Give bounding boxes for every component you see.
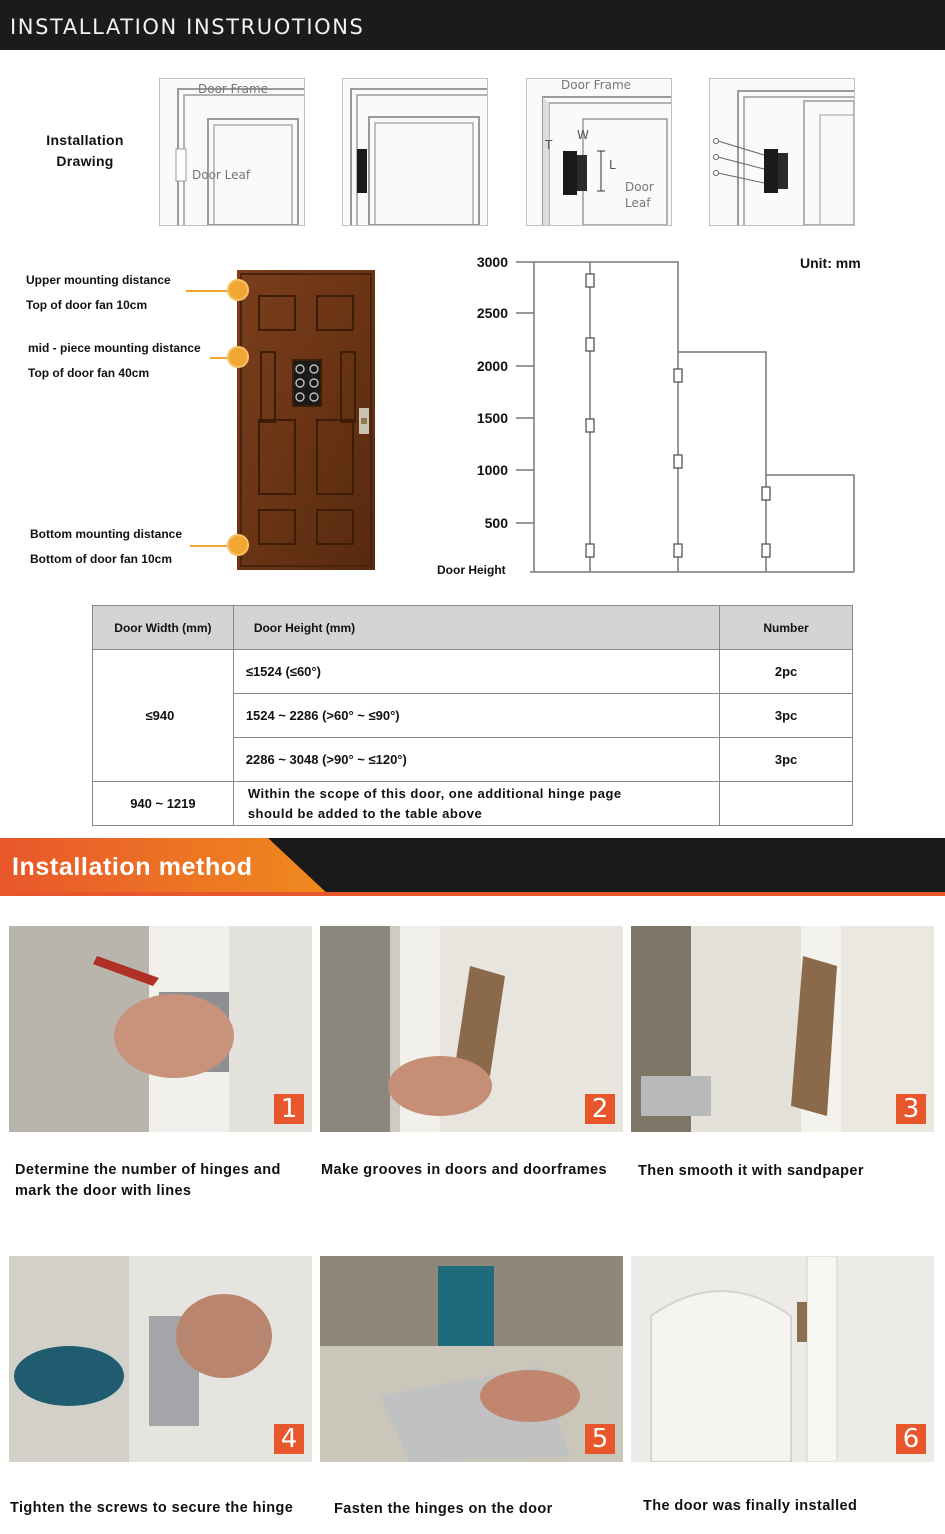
upper-marker-dot <box>227 279 249 301</box>
tick-1500: 1500 <box>476 410 508 426</box>
bottom-leader-line <box>190 545 230 547</box>
axis-label: Door Height <box>437 563 506 577</box>
table-row <box>93 650 853 694</box>
step-2-photo <box>320 926 623 1132</box>
bottom-marker-dot <box>227 534 249 556</box>
step-number: 2 <box>585 1094 615 1124</box>
step-6-photo <box>631 1256 934 1462</box>
page-title: INSTALLATION INSTRUOTIONS <box>10 15 365 39</box>
frame-label: Door Frame <box>561 79 632 92</box>
step-3-caption: Then smooth it with sandpaper <box>638 1163 864 1179</box>
bottom-mounting-title: Bottom mounting distance <box>30 527 182 541</box>
mid-mounting-sub: Top of door fan 40cm <box>28 366 150 380</box>
width-cell-2: 940 ~ 1219 <box>93 782 234 826</box>
number-cell: 3pc <box>720 738 853 782</box>
mid-mounting-title: mid - piece mounting distance <box>28 341 201 355</box>
l-label: L <box>609 158 616 172</box>
note-line1: Within the scope of this door, one additional hinge page <box>247 785 622 801</box>
hinge-count-table <box>92 605 853 826</box>
drawing-panel-2 <box>342 78 488 226</box>
step-number: 4 <box>274 1424 304 1454</box>
section-header <box>0 0 945 50</box>
drawing-panel-3 <box>526 78 672 226</box>
drawing-panel-1 <box>159 78 305 226</box>
upper-mounting-title: Upper mounting distance <box>26 273 171 287</box>
upper-leader-line <box>186 290 230 292</box>
tick-3000: 3000 <box>476 254 508 270</box>
number-cell: 3pc <box>720 694 853 738</box>
height-cell: 2286 ~ 3048 (>90° ~ ≤120°) <box>233 738 719 782</box>
step-number: 3 <box>896 1094 926 1124</box>
label-line1: Installation <box>46 132 124 148</box>
w-label: W <box>577 128 589 142</box>
door-illustration <box>237 270 375 570</box>
header-door-width: Door Width (mm) <box>93 606 234 650</box>
step-1-photo <box>9 926 312 1132</box>
header-door-height: Door Height (mm) <box>233 606 719 650</box>
step-4-photo <box>9 1256 312 1462</box>
bottom-mounting-sub: Bottom of door fan 10cm <box>30 552 173 566</box>
drawing-panel-4 <box>709 78 855 226</box>
step-3-photo <box>631 926 934 1132</box>
header-number: Number <box>720 606 853 650</box>
table-header-row <box>93 606 853 650</box>
height-cell: 1524 ~ 2286 (>60° ~ ≤90°) <box>233 694 719 738</box>
step-4-caption: Tighten the screws to secure the hinge <box>10 1500 294 1516</box>
step-number: 1 <box>274 1094 304 1124</box>
step-6-caption: The door was finally installed <box>643 1498 858 1514</box>
table-row <box>93 782 853 826</box>
height-cell: ≤1524 (≤60°) <box>233 650 719 694</box>
number-cell: 2pc <box>720 650 853 694</box>
empty-number-cell <box>720 782 853 826</box>
t-label: T <box>545 138 553 152</box>
label-line2: Drawing <box>56 153 114 169</box>
step-1-caption <box>15 1160 281 1202</box>
tick-2500: 2500 <box>476 305 508 321</box>
installation-drawing-label <box>35 130 135 172</box>
caption-line2: mark the door with lines <box>15 1183 192 1199</box>
tick-2000: 2000 <box>476 358 508 374</box>
caption-line1: Determine the number of hinges and <box>15 1162 281 1178</box>
step-number: 5 <box>585 1424 615 1454</box>
unit-label: Unit: mm <box>800 255 861 271</box>
mid-marker-dot <box>227 346 249 368</box>
step-2-caption: Make grooves in doors and doorframes <box>321 1162 607 1178</box>
step-5-photo <box>320 1256 623 1462</box>
installation-method-banner <box>0 838 945 896</box>
note-cell <box>233 782 719 826</box>
leaf-line2: Leaf <box>625 196 651 210</box>
method-title: Installation method <box>12 853 253 881</box>
tick-500: 500 <box>484 515 508 531</box>
leaf-label: Door Leaf <box>192 168 251 182</box>
leaf-line1: Door <box>625 180 654 194</box>
frame-label: Door Frame <box>198 82 269 96</box>
upper-mounting-sub: Top of door fan 10cm <box>26 298 148 312</box>
tick-1000: 1000 <box>476 462 508 478</box>
door-height-diagram <box>430 250 880 580</box>
width-cell-1: ≤940 <box>93 650 234 782</box>
step-5-caption: Fasten the hinges on the door <box>334 1501 553 1517</box>
note-line2: should be added to the table above <box>247 805 483 821</box>
step-number: 6 <box>896 1424 926 1454</box>
